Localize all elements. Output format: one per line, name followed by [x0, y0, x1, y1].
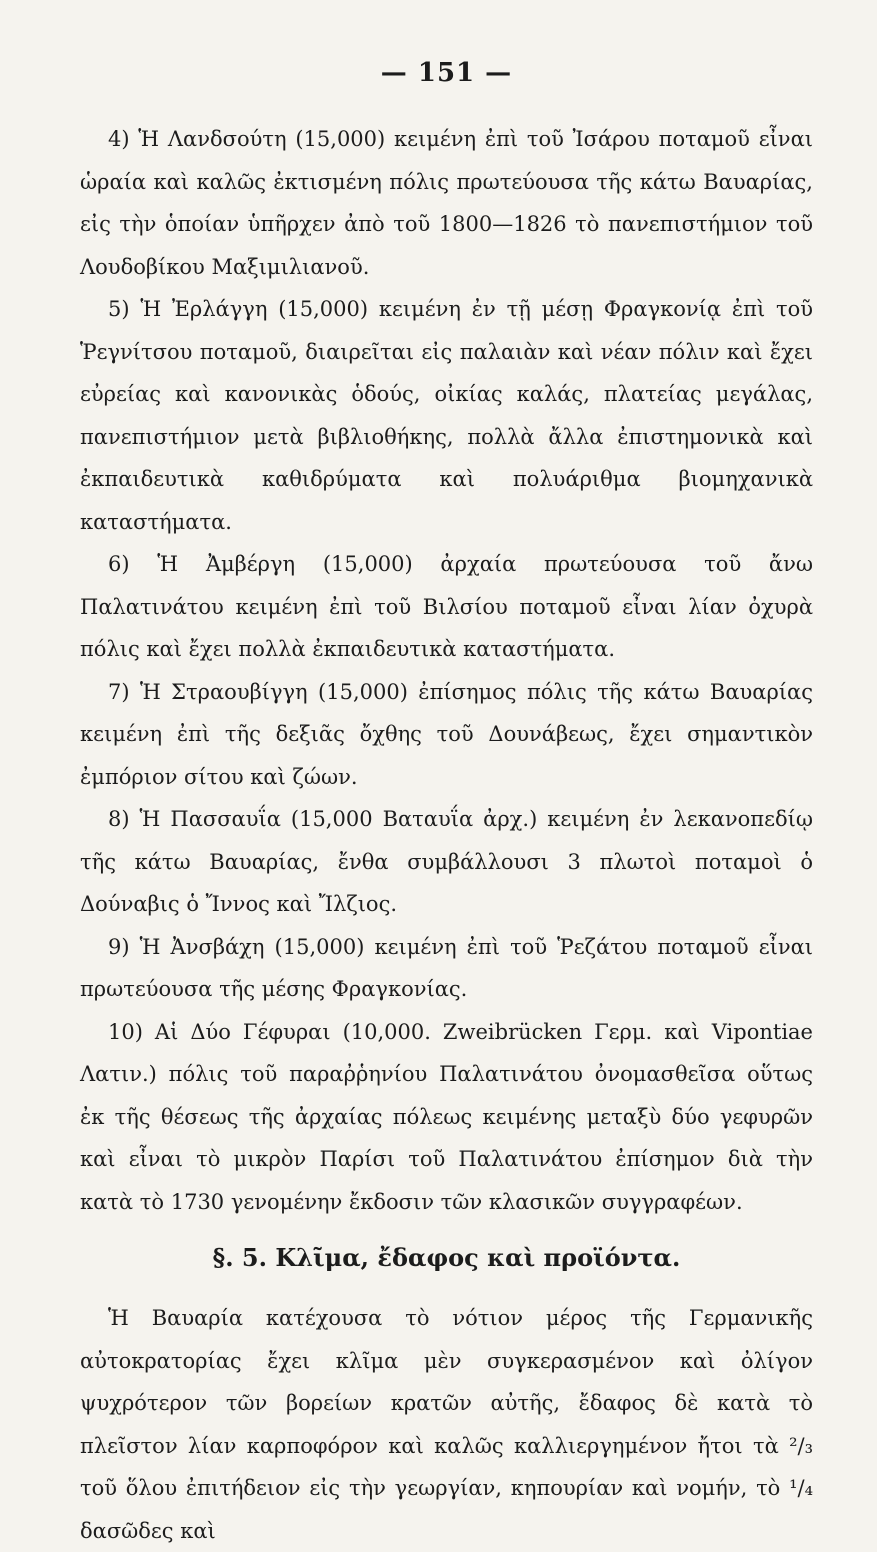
- paragraph-erlangen: 5) Ἡ Ἐρλάγγη (15,000) κειμένη ἐν τῇ μέσῃ Φραγκονίᾳ ἐπὶ τοῦ Ῥεγνίτσου ποταμοῦ, διαιρεῖται εἰς παλαιὰν καὶ νέαν πόλιν καὶ ἔχει εὐρείας καὶ κανονικὰς ὁδούς, οἰκίας καλάς, πλατείας μεγάλας, πανεπιστήμιον μετὰ βιβλιοθήκης, πολλὰ ἄλλα ἐπιστημονικὰ καὶ ἐκπαιδευτικὰ καθιδρύματα καὶ πολυάριθμα βιομηχανικὰ καταστήματα.: [80, 297, 813, 534]
- section-heading: §. 5. Κλῖμα, ἔδαφος καὶ προϊόντα.: [212, 1243, 681, 1272]
- paragraph-straubing: 7) Ἡ Στραουβίγγη (15,000) ἐπίσημος πόλις τῆς κάτω Βαυαρίας κειμένη ἐπὶ τῆς δεξιᾶς ὄχθης τοῦ Δουνάβεως, ἔχει σημαντικὸν ἐμπόριον σίτου καὶ ζώων.: [80, 679, 813, 789]
- paragraph-amberg: 6) Ἡ Ἀμβέργη (15,000) ἀρχαία πρωτεύουσα τοῦ ἄνω Παλατινάτου κειμένη ἐπὶ τοῦ Βιλσίου ποταμοῦ εἶναι λίαν ὀχυρὰ πόλις καὶ ἔχει πολλὰ ἐκπαιδευτικὰ καταστήματα.: [80, 552, 813, 661]
- paragraph-passau: 8) Ἡ Πασσαυΐα (15,000 Βαταυΐα ἀρχ.) κειμένη ἐν λεκανοπεδίῳ τῆς κάτω Βαυαρίας, ἔνθα συμβάλλουσι 3 πλωτοὶ ποταμοὶ ὁ Δούναβις ὁ Ἴννος καὶ Ἴλζιος.: [80, 807, 813, 916]
- paragraph-ansbach: 9) Ἡ Ἀνσβάχη (15,000) κειμένη ἐπὶ τοῦ Ῥεζάτου ποταμοῦ εἶναι πρωτεύουσα τῆς μέσης Φραγκονίας.: [80, 934, 813, 1001]
- page-number: — 151 —: [380, 58, 513, 88]
- paragraph-zweibruecken: 10) Αἱ Δύο Γέφυραι (10,000. Zweibrücken Γερμ. καὶ Vipontiae Λατιν.) πόλις τοῦ παραῤῥηνίου Παλατινάτου ὀνομασθεῖσα οὕτως ἐκ τῆς θέσεως τῆς ἀρχαίας πόλεως κειμένης μεταξὺ δύο γεφυρῶν καὶ εἶναι τὸ μικρὸν Παρίσι τοῦ Παλατινάτου ἐπίσημον διὰ τὴν κατὰ τὸ 1730 γενομένην ἔκδοσιν τῶν κλασικῶν συγγραφέων.: [80, 1019, 813, 1214]
- paragraph-landshut: 4) Ἡ Λανδσούτη (15,000) κειμένη ἐπὶ τοῦ Ἰσάρου ποταμοῦ εἶναι ὡραία καὶ καλῶς ἐκτισμένη πόλις πρωτεύουσα τῆς κάτω Βαυαρίας, εἰς τὴν ὁποίαν ὑπῆρχεν ἀπὸ τοῦ 1800—1826 τὸ πανεπιστήμιον τοῦ Λουδοβίκου Μαξιμιλιανοῦ.: [80, 127, 813, 279]
- paragraph-climate: Ἡ Βαυαρία κατέχουσα τὸ νότιον μέρος τῆς Γερμανικῆς αὐτοκρατορίας ἔχει κλῖμα μὲν συγκερασμένον καὶ ὀλίγον ψυχρότερον τῶν βορείων κρατῶν αὐτῆς, ἔδαφος δὲ κατὰ τὸ πλεῖστον λίαν καρποφόρον καὶ καλῶς καλλιεργημένον ἤτοι τὰ ²/₃ τοῦ ὅλου ἐπιτήδειον εἰς τὴν γεωργίαν, κηπουρίαν καὶ νομήν, τὸ ¹/₄ δασῶδες καὶ: [80, 1306, 813, 1543]
